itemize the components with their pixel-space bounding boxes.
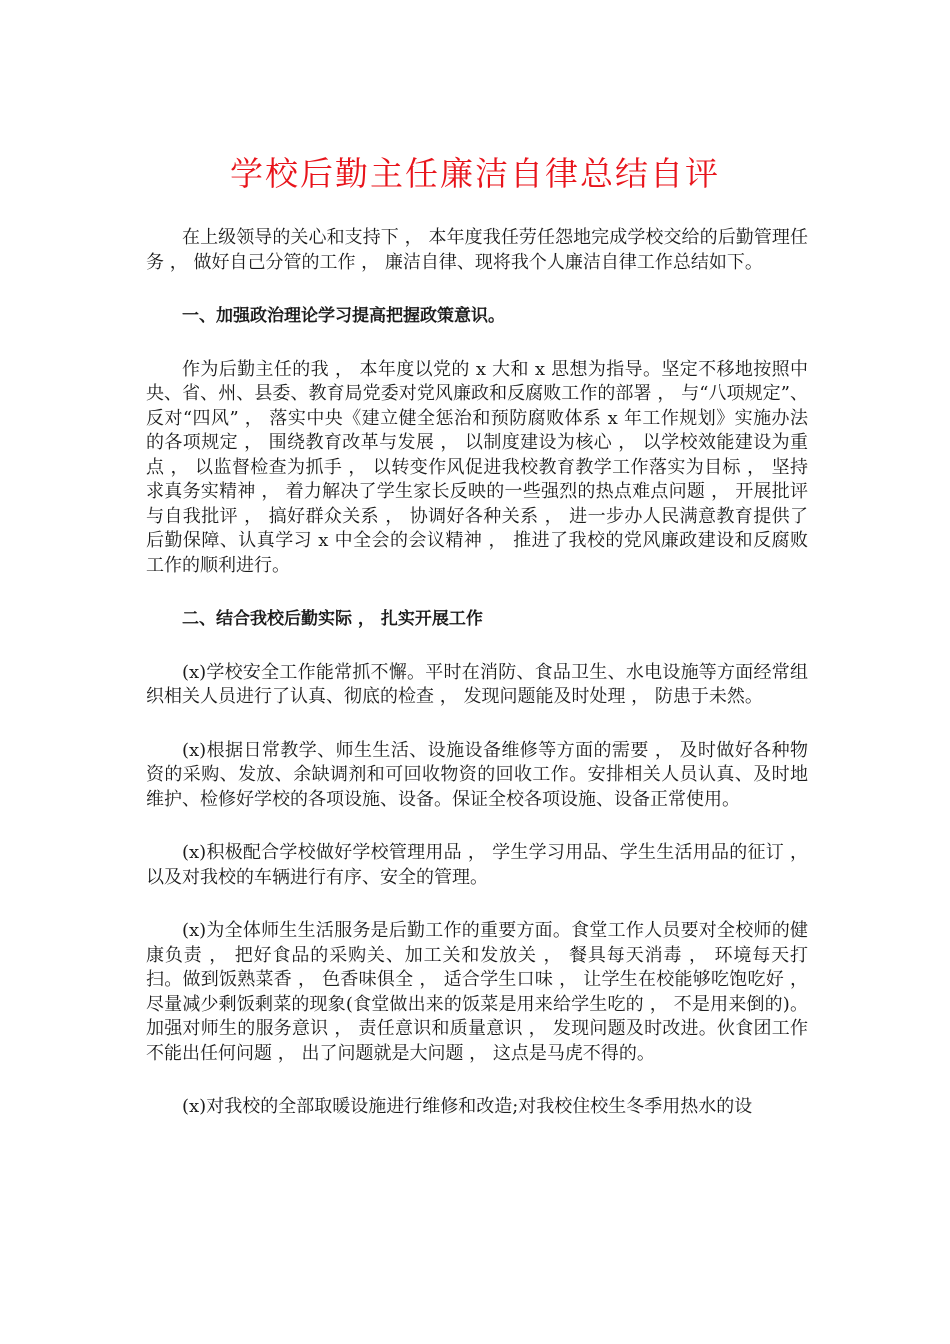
section-2-item-3: (x)积极配合学校做好学校管理用品 ， 学生学习用品、学生生活用品的征订 ， 以及对我校的车辆进行有序、安全的管理。 — [146, 842, 808, 888]
section-2-item-5: (x)对我校的全部取暖设施进行维修和改造;对我校住校生冬季用热水的设 — [182, 1096, 753, 1117]
section-2-heading: 二、结合我校后勤实际 ， 扎实开展工作 — [182, 609, 483, 629]
section-2-item-1: (x)学校安全工作能常抓不懈。平时在消防、食品卫生、水电设施等方面经常组织相关人员进行了认真、彻底的检查 ， 发现问题能及时处理 ， 防患于未然。 — [146, 661, 808, 707]
section-2-item-4: (x)为全体师生生活服务是后勤工作的重要方面。食堂工作人员要对全校师的健康负责 ， 把好食品的采购关、加工关和发放关 ， 餐具每天消毒 ， 环境每天打扫。做到饭熟菜香 ， 色香味俱全 ， 适合学生口味 ， 让学生在校能够吃饱吃好 ， 尽量减少剩饭剩菜的现象(食堂做出来的饭菜是用来给学生吃的 ， 不是用来倒的)。加强对师生的服务意识 ， 责任意识和质量意识 ， 发现问题及时改进。伙食团工作不能出任何问题 ， 出了问题就是大问题 ， 这点是马虎不得的。 — [146, 920, 808, 1064]
document-body — [146, 226, 808, 1149]
document-title: 学校后勤主任廉洁自律总结自评 — [230, 154, 720, 193]
intro-paragraph: 在上级领导的关心和支持下 ， 本年度我任劳任怨地完成学校交给的后勤管理任务 ， 做好自己分管的工作 ， 廉洁自律、现将我个人廉洁自律工作总结如下。 — [146, 227, 808, 273]
section-2-item-2: (x)根据日常教学、师生生活、设施设备维修等方面的需要 ， 及时做好各种物资的采购、发放、余缺调剂和可回收物资的回收工作。安排相关人员认真、及时地维护、检修好学校的各项设施、设备。保证全校各项设施、设备正常使用。 — [146, 739, 808, 810]
section-1-heading: 一、加强政治理论学习提高把握政策意识。 — [182, 306, 505, 326]
section-1-paragraph: 作为后勤主任的我 ， 本年度以党的 x 大和 x 思想为指导。坚定不移地按照中央、省、州、县委、教育局党委对党风廉政和反腐败工作的部署 ， 与“八项规定”、反对“四风” ， 落实中央《建立健全惩治和预防腐败体系 x 年工作规划》实施办法的各项规定 ， 围绕教育改革与发展 ， 以制度建设为核心 ， 以学校效能建设为重点 ， 以监督检查为抓手 ， 以转变作风促进我校教育教学工作落实为目标 ， 坚持求真务实精神 ， 着力解决了学生家长反映的一些强烈的热点难点问题 ， 开展批评与自我批评 ， 搞好群众关系 ， 协调好各种关系 ， 进一步办人民满意教育提供了后勤保障、认真学习 x 中全会的会议精神 ， 推进了我校的党风廉政建设和反腐败工作的顺利进行。 — [146, 358, 808, 576]
